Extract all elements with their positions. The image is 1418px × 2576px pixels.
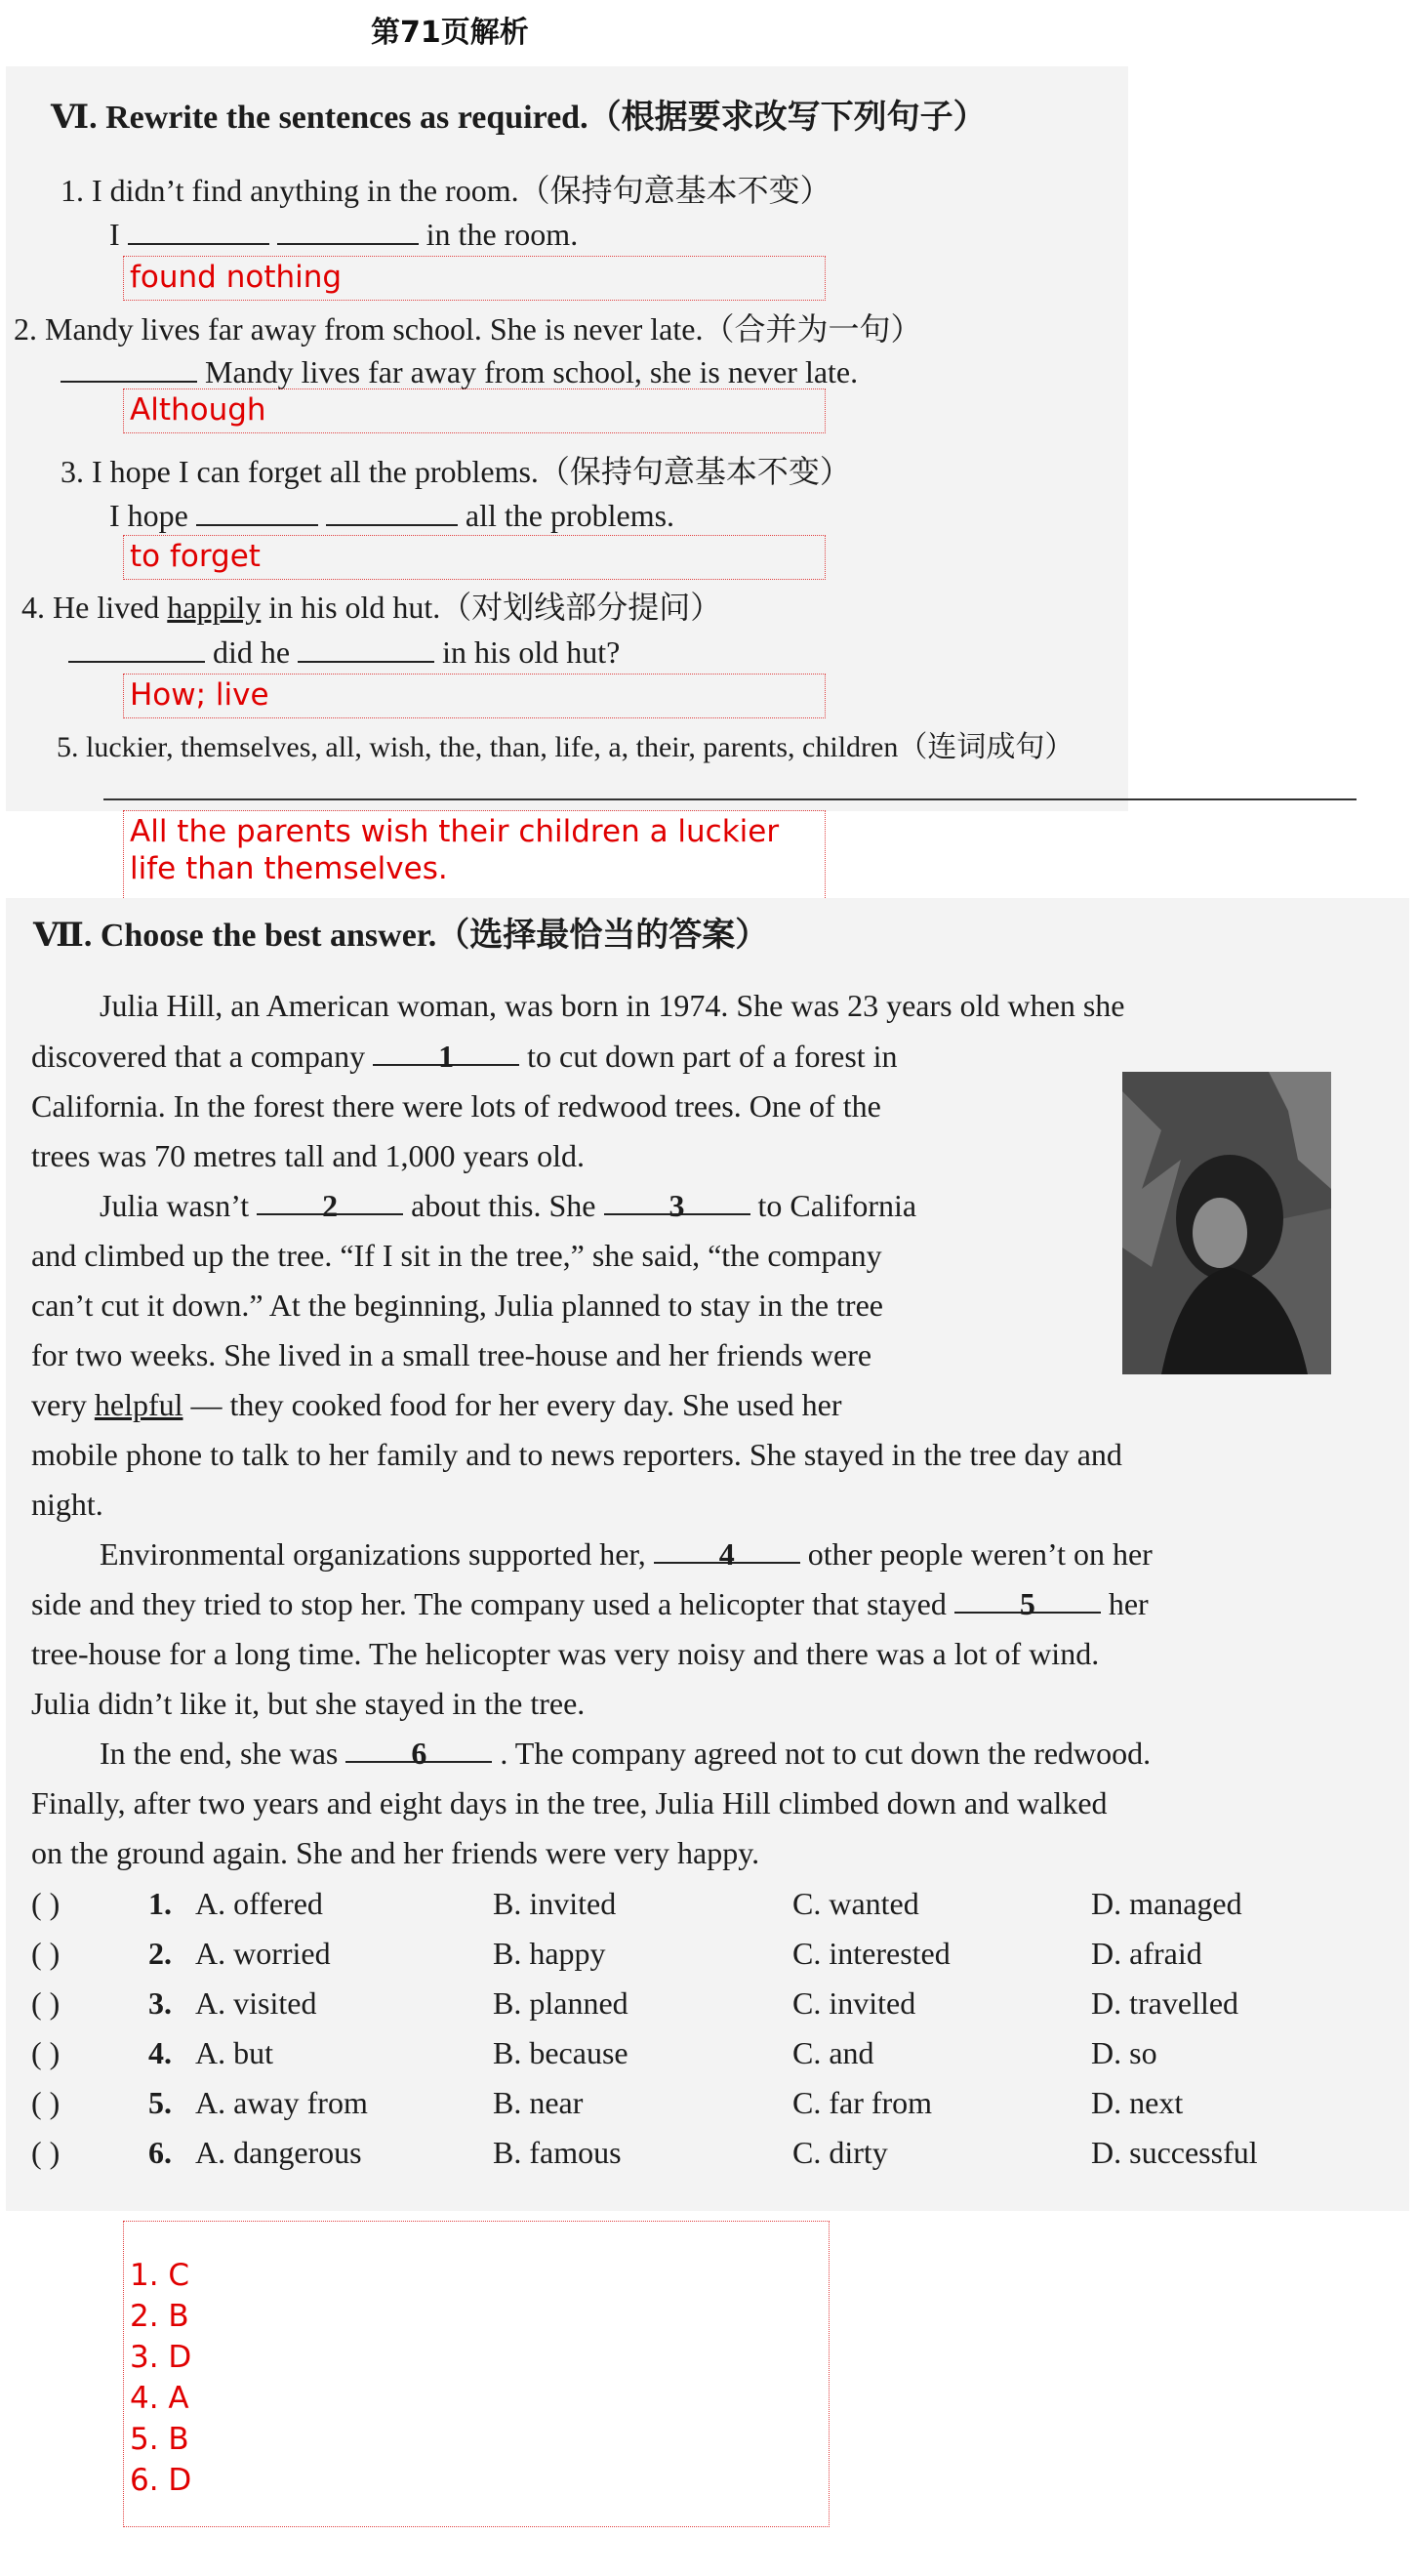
blank-6: 6 [345, 1736, 492, 1763]
blank-4: 4 [654, 1536, 800, 1564]
option-choice: D. managed [1091, 1886, 1242, 1921]
option-choice: A. dangerous [195, 2135, 362, 2170]
option-choice: D. next [1091, 2085, 1184, 2120]
answer-item: 5. B [130, 2422, 189, 2457]
section-6-heading: Ⅵ. Rewrite the sentences as required.（根据要求改写下列句子） [51, 100, 987, 136]
passage-line: In the end, she was 6 . The company agreed not to cut down the redwood. [100, 1736, 1152, 1771]
answer-paren[interactable]: ( ) [31, 2135, 61, 2170]
q1-blank-line: I in the room. [109, 217, 579, 252]
passage-line: can’t cut it down.” At the beginning, Julia planned to stay in the tree [31, 1288, 883, 1323]
option-choice: B. near [493, 2085, 584, 2120]
answer-item: 2. B [130, 2299, 189, 2334]
passage-line: Julia didn’t like it, but she stayed in the tree. [31, 1686, 586, 1721]
option-choice: C. and [792, 2035, 874, 2070]
q4-answer-box: How; live [123, 674, 826, 718]
julia-hill-photo [1122, 1072, 1331, 1374]
passage-line: for two weeks. She lived in a small tree-house and her friends were [31, 1337, 872, 1372]
passage-line: California. In the forest there were lots of redwood trees. One of the [31, 1088, 881, 1124]
option-choice: B. invited [493, 1886, 617, 1921]
q5-prompt: 5. luckier, themselves, all, wish, the, than, life, a, their, parents, children（连词成句） [57, 731, 1074, 763]
option-choice: C. wanted [792, 1886, 919, 1921]
answer-item: 3. D [130, 2340, 192, 2375]
passage-line: Julia wasn’t 2 about this. She 3 to California [100, 1188, 917, 1223]
passage-line: mobile phone to talk to her family and to news reporters. She stayed in the tree day and [31, 1437, 1122, 1472]
option-choice: C. dirty [792, 2135, 888, 2170]
option-number: 5. [148, 2085, 172, 2120]
option-number: 1. [148, 1886, 172, 1921]
section-7-heading: Ⅶ. Choose the best answer.（选择最恰当的答案） [33, 918, 769, 954]
q4-prompt: 4. He lived happily in his old hut.（对划线部分提问） [21, 590, 722, 625]
passage-line: on the ground again. She and her friends were very happy. [31, 1835, 760, 1870]
option-choice: B. happy [493, 1936, 606, 1971]
option-choice: D. successful [1091, 2135, 1258, 2170]
passage-line: and climbed up the tree. “If I sit in the tree,” she said, “the company [31, 1238, 882, 1273]
passage-line: trees was 70 metres tall and 1,000 years old. [31, 1138, 585, 1173]
q2-blank-line: Mandy lives far away from school, she is never late. [61, 354, 858, 390]
blank-3: 3 [604, 1188, 750, 1215]
passage-line: night. [31, 1487, 103, 1522]
page-title: 第71页解析 [371, 16, 529, 50]
q1-prompt: 1. I didn’t find anything in the room.（保持句意基本不变） [61, 173, 831, 208]
q1-answer-box: found nothing [123, 256, 826, 301]
option-choice: A. worried [195, 1936, 331, 1971]
answer-paren[interactable]: ( ) [31, 2035, 61, 2070]
option-choice: A. visited [195, 1985, 317, 2021]
passage-line: Finally, after two years and eight days in the tree, Julia Hill climbed down and walked [31, 1785, 1108, 1820]
passage-line: Julia Hill, an American woman, was born in 1974. She was 23 years old when she [100, 988, 1125, 1023]
passage-line: tree-house for a long time. The helicopter was very noisy and there was a lot of wind. [31, 1636, 1100, 1671]
option-choice: C. far from [792, 2085, 933, 2120]
q2-answer-box: Although [123, 388, 826, 433]
option-choice: D. afraid [1091, 1936, 1202, 1971]
option-choice: B. because [493, 2035, 628, 2070]
blank-5: 5 [954, 1586, 1101, 1614]
option-choice: A. away from [195, 2085, 368, 2120]
blank-2: 2 [257, 1188, 403, 1215]
answer-paren[interactable]: ( ) [31, 1985, 61, 2021]
passage-line: very helpful — they cooked food for her every day. She used her [31, 1387, 842, 1422]
answer-item: 4. A [130, 2381, 189, 2416]
passage-line: side and they tried to stop her. The company used a helicopter that stayed 5 her [31, 1586, 1149, 1621]
option-number: 3. [148, 1985, 172, 2021]
option-choice: D. travelled [1091, 1985, 1239, 2021]
option-number: 2. [148, 1936, 172, 1971]
option-choice: B. planned [493, 1985, 628, 2021]
answer-paren[interactable]: ( ) [31, 1886, 61, 1921]
q4-blank-line: did he in his old hut? [68, 634, 620, 671]
answers-box [123, 2221, 830, 2527]
answer-item: 6. D [130, 2463, 192, 2498]
answer-paren[interactable]: ( ) [31, 2085, 61, 2120]
q5-answer-rule [103, 798, 1357, 800]
answer-item: 1. C [130, 2258, 190, 2293]
passage-line: Environmental organizations supported her, 4 other people weren’t on her [100, 1536, 1153, 1572]
q3-answer-box: to forget [123, 535, 826, 580]
blank-1: 1 [373, 1039, 519, 1066]
option-choice: A. but [195, 2035, 273, 2070]
q5-answer-box: All the parents wish their children a luckier life than themselves. [123, 810, 826, 900]
option-choice: C. interested [792, 1936, 951, 1971]
q3-prompt: 3. I hope I can forget all the problems.（保持句意基本不变） [61, 454, 851, 489]
option-choice: C. invited [792, 1985, 916, 2021]
passage-line: discovered that a company 1 to cut down part of a forest in [31, 1039, 898, 1074]
option-number: 6. [148, 2135, 172, 2170]
answer-paren[interactable]: ( ) [31, 1936, 61, 1971]
option-choice: B. famous [493, 2135, 622, 2170]
option-choice: A. offered [195, 1886, 323, 1921]
q3-blank-line: I hope all the problems. [109, 498, 675, 533]
option-choice: D. so [1091, 2035, 1157, 2070]
q2-prompt: 2. Mandy lives far away from school. She is never late.（合并为一句） [14, 311, 922, 347]
option-number: 4. [148, 2035, 172, 2070]
